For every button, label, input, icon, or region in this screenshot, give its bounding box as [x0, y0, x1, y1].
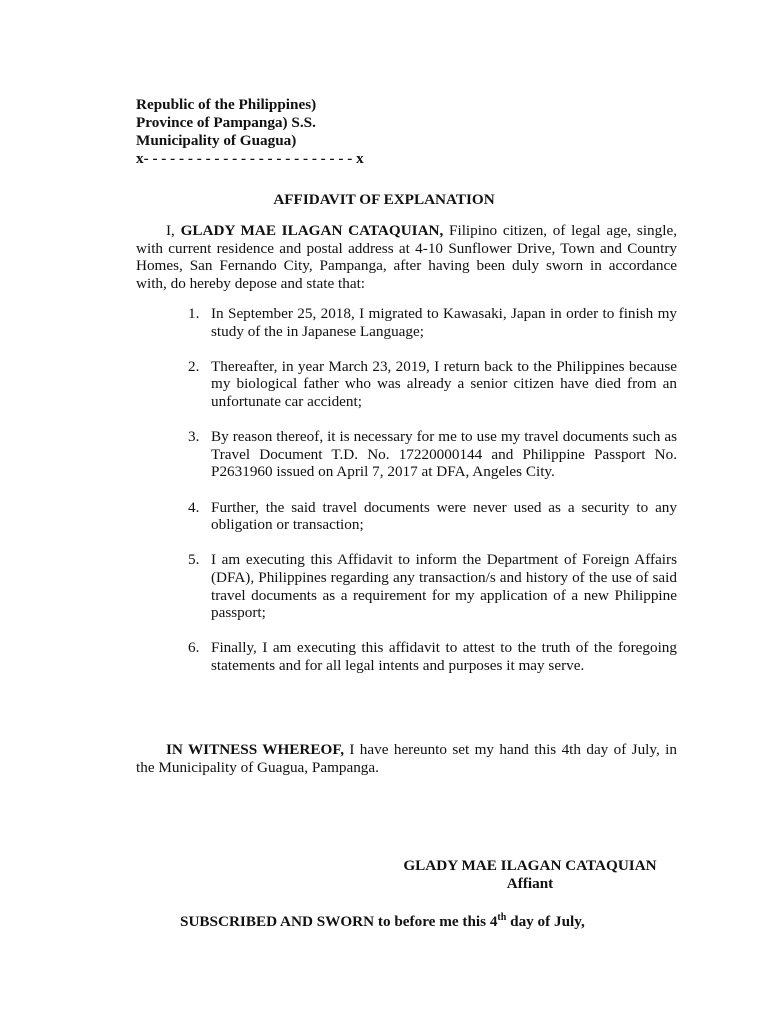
statement-number: 1.	[188, 305, 200, 322]
statement-item	[136, 358, 677, 411]
statement-item	[136, 428, 677, 481]
statement-text: By reason thereof, it is necessary for me to use my travel documents such as Travel Document T.D. No. 17220000144 and Philippine Passport No. P2631960 issued on April 7, 2017 at DFA, Angeles City.	[211, 428, 677, 481]
jurat-text-before: SUBSCRIBED AND SWORN to before me this 4	[180, 913, 498, 930]
signature-block	[383, 857, 677, 892]
witness-lead: IN WITNESS WHEREOF,	[166, 741, 345, 758]
witness-text: I have hereunto set my hand this 4th day of July, in the Municipality of Guagua, Pampanga.	[136, 741, 677, 776]
venue-separator: x- - - - - - - - - - - - - - - - - - - - - - - - x	[136, 150, 364, 167]
statement-number: 6.	[188, 639, 200, 657]
statement-number: 5.	[188, 551, 200, 569]
jurat-ordinal-suffix: th	[497, 912, 507, 923]
venue-header	[136, 96, 364, 168]
affiant-name-inline: GLADY MAE ILAGAN CATAQUIAN,	[180, 222, 444, 239]
affiant-role: Affiant	[506, 874, 554, 892]
intro-prefix: I,	[166, 222, 181, 239]
statement-text: Further, the said travel documents were never used as a security to any obligation or transaction;	[211, 498, 677, 534]
statement-item	[136, 551, 677, 621]
document-title: AFFIDAVIT OF EXPLANATION	[273, 191, 495, 208]
intro-paragraph	[136, 222, 677, 292]
statement-text: In September 25, 2018, I migrated to Kawasaki, Japan in order to finish my study of the in Japanese Language;	[211, 305, 677, 340]
jurat-text-after: day of July,	[506, 913, 585, 930]
witness-paragraph	[136, 741, 677, 776]
statement-item	[136, 639, 677, 674]
jurat-line	[180, 913, 585, 931]
statement-list	[136, 305, 677, 692]
statement-text: Finally, I am executing this affidavit to attest to the truth of the foregoing statements and for all legal intents and purposes it may serve.	[211, 639, 677, 674]
venue-line-republic: Republic of the Philippines)	[136, 96, 317, 113]
venue-line-province: Province of Pampanga) S.S.	[136, 114, 316, 131]
intro-text: Filipino citizen, of legal age, single, with current residence and postal address at 4-10 Sunflower Drive, Town and Country Homes, San Fernando City, Pampanga, after having been duly sworn in accordance with, do hereby depose and state that:	[136, 222, 677, 292]
statement-number: 3.	[188, 428, 200, 446]
statement-number: 4.	[188, 498, 200, 516]
statement-item	[136, 499, 677, 534]
statement-text: I am executing this Affidavit to inform the Department of Foreign Affairs (DFA), Philippines regarding any transaction/s and history of the use of said travel documents as a requirement for my application of a new Philippine passport;	[211, 551, 677, 622]
statement-item	[136, 305, 677, 340]
venue-line-municipality: Municipality of Guagua)	[136, 132, 297, 149]
statement-number: 2.	[188, 357, 200, 375]
statement-text: Thereafter, in year March 23, 2019, I return back to the Philippines because my biological father who was already a senior citizen have died from an unfortunate car accident;	[211, 357, 677, 410]
affiant-name: GLADY MAE ILAGAN CATAQUIAN	[403, 857, 657, 874]
